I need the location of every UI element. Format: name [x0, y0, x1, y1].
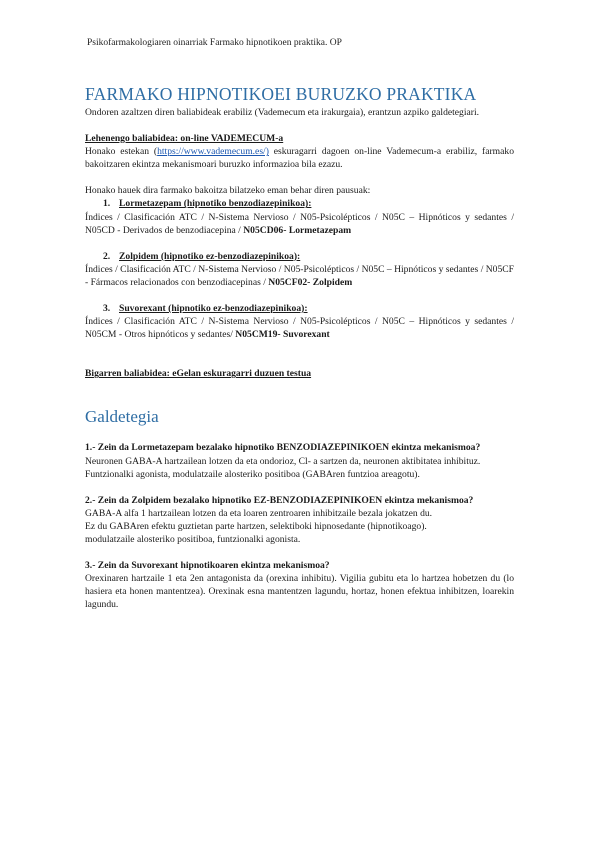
item-1-heading [85, 197, 514, 210]
question-3: 3.- Zein da Suvorexant hipnotikoaren ekintza mekanismoa? [85, 560, 330, 572]
answer-2-line-1: GABA-A alfa 1 hartzailean lotzen da eta loaren zentroaren inhibitzaile bezala jokatzen du. [85, 507, 433, 519]
item-3-path-text: Índices / Clasificación ATC / N-Sistema Nervioso / N05-Psicolépticos / N05C – Hipnóticos y sedantes / N05CM - Otros hipnóticos y sedantes/ [85, 316, 514, 341]
item-2-heading [85, 250, 514, 263]
resource1-heading: Lehenengo baliabidea: on-line VADEMECUM-a [85, 133, 284, 145]
steps-intro: Honako hauek dira farmako bakoitza bilatzeko eman behar diren pausuak: [85, 185, 371, 197]
answer-2-line-3: modulatzaile alosteriko positiboa, funtzionalki agonista. [85, 533, 301, 545]
document-title: FARMAKO HIPNOTIKOEI BURUZKO PRAKTIKA [85, 84, 477, 104]
item-3-heading [85, 302, 514, 315]
item-1-code: N05CD06- Lormetazepam [243, 224, 352, 236]
item-2-code: N05CF02- Zolpidem [268, 276, 353, 288]
resource2-heading: Bigarren baliabidea: eGelan eskuragarri duzuen testua [85, 368, 312, 380]
resource1-text-after-link: eskuragarri dagoen on-line Vademecum-a erabiliz, farmako bakoitzaren ekintza mekanismoari buruzko informazioa bila ezazu. [85, 146, 514, 171]
item-3-number: 3. [103, 303, 111, 315]
item-3-title: Suvorexant (hipnotiko ez-benzodiazepinikoa): [119, 303, 308, 315]
answer-3-line-1: Orexinaren hartzaile 1 eta 2en antagonista da (orexina inhibitu). Vigilia gubitu eta lo hartzea hobetzen du (lo hasiera eta honen mantentzea). Orexinak esna mantentzen lagundu, hortaz, honen efektua inhibitzen, loarekin lagundu. [85, 573, 514, 611]
page-header: Psikofarmakologiaren oinarriak Farmako hipnotikoen praktika. OP [87, 38, 342, 48]
question-2: 2.- Zein da Zolpidem bezalako hipnotiko EZ-BENZODIAZEPINIKOEN ekintza mekanismoa? [85, 494, 474, 506]
item-3-code: N05CM19- Suvorexant [235, 329, 330, 341]
answer-1-line-2: Funtzionalki agonista, modulatzaile alosteriko positiboa (GABAren funtzioa areagotu). [85, 468, 420, 480]
resource1-paragraph [85, 145, 514, 171]
item-2-path [85, 263, 514, 289]
item-2-title: Zolpidem (hipnotiko ez-benzodiazepinikoa): [119, 250, 301, 262]
item-3-path [85, 315, 514, 341]
item-1-title: Lormetazepam (hipnotiko benzodiazepinikoa): [119, 198, 312, 210]
vademecum-link[interactable]: https://www.vademecum.es/) [157, 146, 269, 158]
item-1-path-text: Índices / Clasificación ATC / N-Sistema Nervioso / N05-Psicolépticos / N05C – Hipnóticos y sedantes / N05CD - Derivados de benzodiacepina / [85, 211, 514, 236]
answer-1-line-1: Neuronen GABA-A hartzailean lotzen da eta ondorioz, Cl- a sartzen da, neuronen aktibitatea inhibituz. [85, 455, 481, 467]
quiz-title: Galdetegia [85, 407, 159, 427]
item-2-number: 2. [103, 250, 111, 262]
item-1-path [85, 211, 514, 237]
resource1-text-before-link: Honako estekan ( [85, 146, 158, 158]
item-2-path-text: Índices / Clasificación ATC / N-Sistema Nervioso / N05-Psicolépticos / N05C – Hipnóticos y sedantes / N05CF - Fármacos relacionados con benzodiacepinas / [85, 263, 515, 288]
item-1-number: 1. [103, 198, 111, 210]
question-1: 1.- Zein da Lormetazepam bezalako hipnotiko BENZODIAZEPINIKOEN ekintza mekanismoa? [85, 442, 481, 454]
answer-2-line-2: Ez du GABAren efektu guztietan parte hartzen, selektiboki hipnosedante (hipnotikoago). [85, 520, 427, 532]
intro-paragraph: Ondoren azaltzen diren baliabideak erabiliz (Vademecum eta irakurgaia), erantzun azpiko galdetegiari. [85, 107, 480, 118]
document-body [85, 84, 514, 611]
